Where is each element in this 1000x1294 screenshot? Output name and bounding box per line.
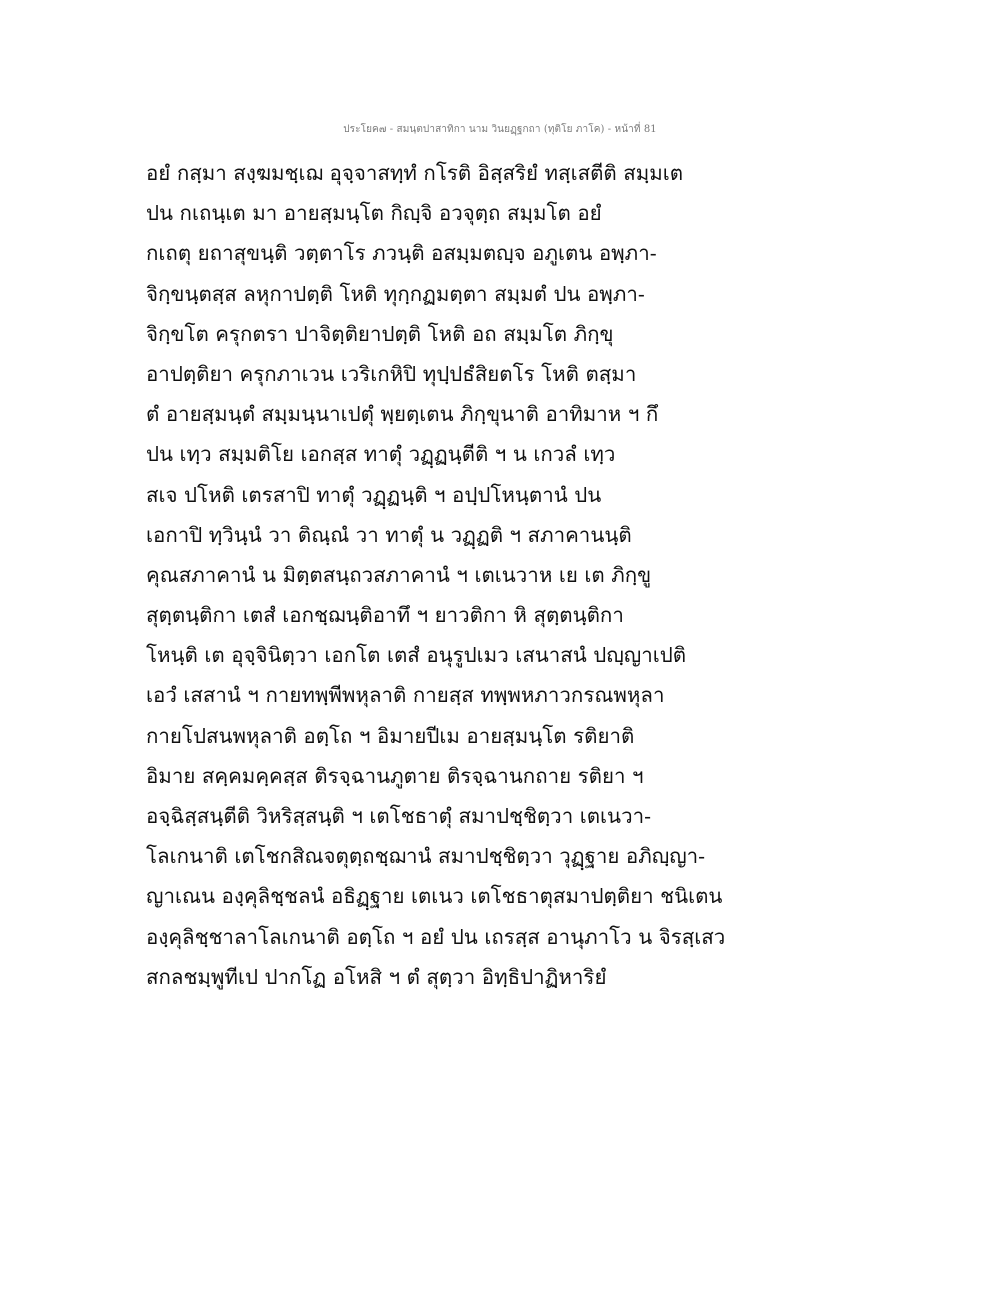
text-line: สกลชมฺพูทีเป ปากโฏ อโหสิ ฯ ตํ สุตฺวา อิทฺธิปาฏิหาริยํ bbox=[146, 964, 607, 989]
text-line: ญาเณน องฺคุลิชฺชลนํ อธิฏฺฐาย เตเนว เตโชธาตุสมาปตฺติยา ชนิเตน bbox=[146, 884, 723, 909]
page-header: ประโยค๗ - สมนฺตปาสาทิกา นาม วินยฏฺฐกถา (ทุติโย ภาโค) - หน้าที่ 81 bbox=[343, 124, 657, 135]
text-line: กเถตุ ยถาสุขนฺติ วตฺตาโร ภวนฺติ อสมฺมตญฺจ อภูเตน อพฺภา- bbox=[146, 241, 657, 266]
text-line: เอวํ เสสานํ ฯ กายทพฺพีพหุลาติ กายสฺส ทพฺพหภาวกรณพหุลา bbox=[146, 683, 665, 708]
text-line: ปน เทฺว สมฺมติโย เอกสฺส ทาตุํ วฏฺฏนฺตีติ ฯ น เกวลํ เทฺว bbox=[146, 442, 616, 467]
text-line: องฺคุลิชฺชาลาโลเกนาติ อตฺโถ ฯ อยํ ปน เถรสฺส อานุภาโว น จิรสฺเสว bbox=[146, 924, 726, 949]
text-line: อิมาย สคฺคมคฺคสฺส ติรจฺฉานภูตาย ติรจฺฉานกถาย รติยา ฯ bbox=[146, 763, 644, 788]
text-line: โลเกนาติ เตโชกสิณจตุตฺถชฺฌานํ สมาปชฺชิตฺวา วุฏฺฐาย อภิญฺญา- bbox=[146, 844, 706, 869]
text-line: เอกาปิ ทฺวินฺนํ วา ติณฺณํ วา ทาตุํ น วฏฺฏติ ฯ สภาคานนฺติ bbox=[146, 522, 632, 547]
text-line: จิกฺขนฺตสฺส ลหุกาปตฺติ โหติ ทุกฺกฏมตฺตา สมฺมตํ ปน อพฺภา- bbox=[146, 281, 645, 306]
body-text bbox=[146, 158, 726, 1002]
text-line: อาปตฺติยา ครุกภาเวน เวริเกหิปิ ทุปฺปธํสิยตโร โหติ ตสฺมา bbox=[146, 361, 637, 386]
text-line: โหนฺติ เต อุจฺจินิตฺวา เอกโต เตสํ อนุรูปเมว เสนาสนํ ปญฺญาเปติ bbox=[146, 643, 687, 668]
text-line: คุณสภาคานํ น มิตฺตสนฺถวสภาคานํ ฯ เตเนวาห เย เต ภิกฺขู bbox=[146, 562, 652, 587]
text-line: อจฺฉิสฺสนฺตีติ วิหริสฺสนฺติ ฯ เตโชธาตุํ สมาปชฺชิตฺวา เตเนวา- bbox=[146, 804, 652, 828]
text-line: ตํ อายสฺมนฺตํ สมฺมนฺนาเปตุํ พฺยตฺเตน ภิกฺขุนาติ อาทิมาห ฯ กึ bbox=[146, 402, 659, 427]
text-line: กายโปสนพหุลาติ อตฺโถ ฯ อิมายปีเม อายสฺมนฺโต รติยาติ bbox=[146, 723, 635, 748]
text-line: ปน กเถนฺเต มา อายสฺมนฺโต กิญฺจิ อวจุตฺถ สมฺมโต อยํ bbox=[146, 201, 602, 226]
text-line: สเจ ปโหติ เตรสาปิ ทาตุํ วฏฺฏนฺติ ฯ อปฺปโหนฺตานํ ปน bbox=[146, 482, 602, 507]
text-line: จิกฺขโต ครุกตรา ปาจิตฺติยาปตฺติ โหติ อถ สมฺมโต ภิกฺขุ bbox=[146, 321, 614, 346]
text-line: สุตฺตนฺติกา เตสํ เอกชฺฌนฺติอาทึ ฯ ยาวติกา หิ สุตฺตนฺติกา bbox=[146, 603, 624, 628]
text-line: อยํ กสฺมา สงฺฆมชฺเฌ อุจฺจาสทฺทํ กโรติ อิสฺสริยํ ทสฺเสตีติ สมฺมเต bbox=[146, 161, 684, 185]
